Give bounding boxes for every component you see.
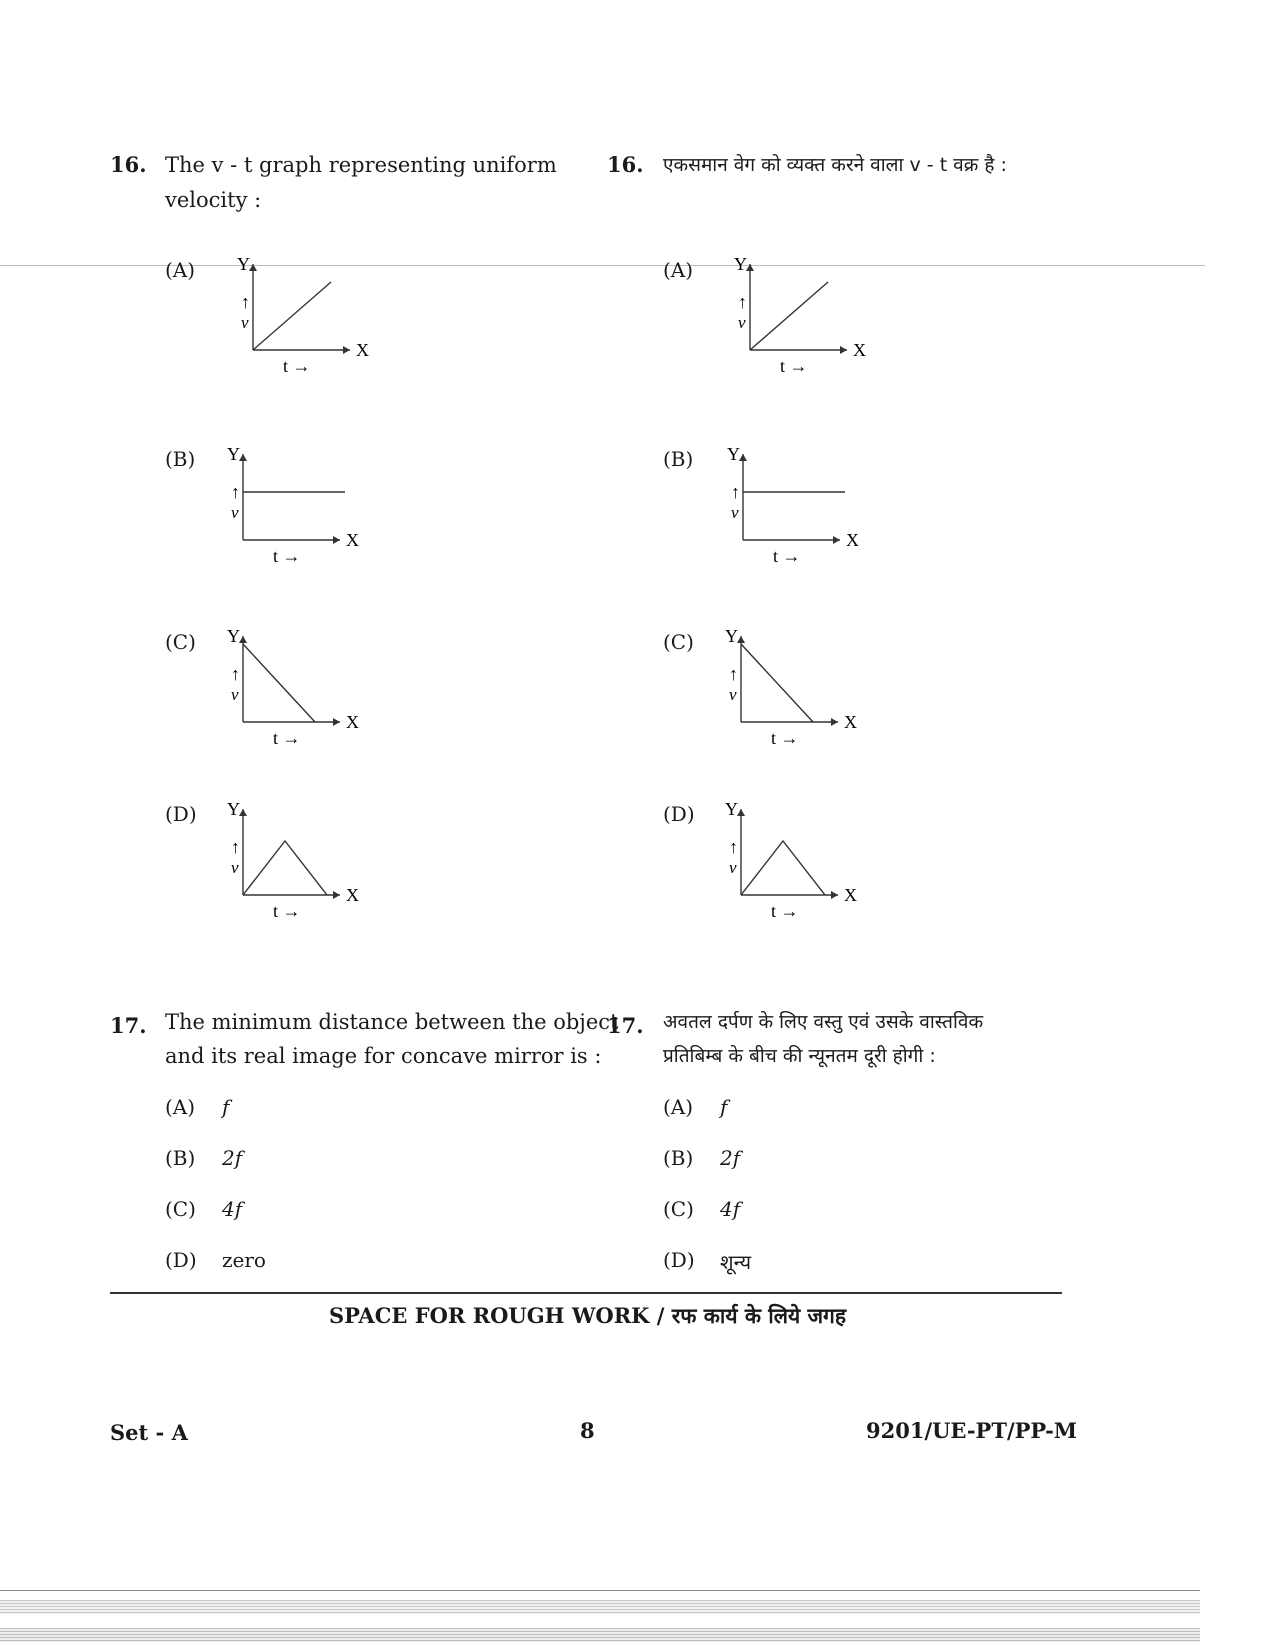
- q16-en-graph-c: [215, 622, 359, 748]
- q17-text-hi-line1: अवतल दर्पण के लिए वस्तु एवं उसके वास्तविक: [663, 1011, 984, 1033]
- q16-hi-graph-a: [722, 250, 866, 376]
- v-arrow: ↑: [731, 482, 740, 502]
- y-axis-label: Y: [725, 626, 738, 646]
- rough-work-heading: SPACE FOR ROUGH WORK / रफ कार्य के लिये जगह: [328, 1303, 847, 1328]
- q17-text-hi-line2: प्रतिबिम्ब के बीच की न्यूनतम दूरी होगी :: [663, 1045, 936, 1067]
- t-label: t →: [283, 356, 311, 376]
- q16-en-option-c-label: (C): [165, 630, 196, 654]
- x-axis-label: X: [346, 712, 359, 732]
- x-axis-label: X: [844, 712, 857, 732]
- y-axis-arrowhead: [239, 636, 247, 643]
- x-axis-arrowhead: [831, 718, 838, 726]
- q16-en-graph-d: [215, 795, 359, 921]
- footer-code: 9201/UE-PT/PP-M: [866, 1418, 1078, 1443]
- q17-en-option-d-text: zero: [222, 1248, 266, 1272]
- q17-number-en: 17.: [110, 1013, 147, 1038]
- y-axis-arrowhead: [737, 809, 745, 816]
- v-label: v: [231, 685, 239, 704]
- q17-hi-option-a-label: (A): [663, 1095, 694, 1119]
- q17-hi-option-d-text: शून्य: [720, 1250, 752, 1274]
- y-axis-arrowhead: [249, 264, 257, 271]
- t-label: t →: [273, 901, 301, 921]
- v-label: v: [729, 858, 737, 877]
- v-label: v: [231, 503, 239, 522]
- v-label: v: [731, 503, 739, 522]
- q16-en-option-a-label: (A): [165, 258, 196, 282]
- q16-hi-graph-d: [713, 795, 857, 921]
- y-axis-arrowhead: [239, 809, 247, 816]
- q17-en-option-d-label: (D): [165, 1248, 197, 1272]
- y-axis-arrowhead: [739, 454, 747, 461]
- q16-en-graph-a: [225, 250, 369, 376]
- x-axis-label: X: [844, 885, 857, 905]
- q16-en-option-b-label: (B): [165, 447, 196, 471]
- scan-band-3: [0, 1628, 1200, 1642]
- footer-page-number: 8: [580, 1418, 595, 1443]
- vt-curve-triangle: [243, 841, 327, 895]
- vt-graph-svg: [215, 440, 359, 566]
- v-label: v: [729, 685, 737, 704]
- v-arrow: ↑: [231, 482, 240, 502]
- vt-curve-increasing-line: [253, 282, 331, 350]
- q16-hi-option-c-label: (C): [663, 630, 694, 654]
- t-label: t →: [773, 546, 801, 566]
- q16-en-option-d-label: (D): [165, 802, 197, 826]
- vt-graph-svg: [722, 250, 866, 376]
- y-axis-label: Y: [237, 254, 250, 274]
- x-axis-arrowhead: [840, 346, 847, 354]
- q16-hi-option-d-label: (D): [663, 802, 695, 826]
- x-axis-arrowhead: [333, 536, 340, 544]
- v-label: v: [738, 313, 746, 332]
- vt-graph-svg: [715, 440, 859, 566]
- q16-hi-option-b-label: (B): [663, 447, 694, 471]
- v-arrow: ↑: [231, 664, 240, 684]
- q16-en-graph-b: [215, 440, 359, 566]
- x-axis-arrowhead: [333, 891, 340, 899]
- q16-text-en-line2: velocity :: [165, 188, 262, 212]
- v-arrow: ↑: [738, 292, 747, 312]
- q17-number-hi: 17.: [607, 1013, 644, 1038]
- q17-en-option-a-text: f: [222, 1095, 230, 1119]
- q17-en-option-c-label: (C): [165, 1197, 196, 1221]
- v-arrow: ↑: [729, 837, 738, 857]
- vt-curve-increasing-line: [750, 282, 828, 350]
- y-axis-label: Y: [227, 626, 240, 646]
- y-axis-label: Y: [227, 799, 240, 819]
- v-label: v: [241, 313, 249, 332]
- q17-en-option-b-label: (B): [165, 1146, 196, 1170]
- q17-hi-option-b-text: 2f: [720, 1146, 741, 1170]
- vt-graph-svg: [713, 795, 857, 921]
- t-label: t →: [273, 546, 301, 566]
- t-label: t →: [273, 728, 301, 748]
- x-axis-arrowhead: [333, 718, 340, 726]
- v-arrow: ↑: [231, 837, 240, 857]
- x-axis-arrowhead: [831, 891, 838, 899]
- q16-hi-graph-b: [715, 440, 859, 566]
- vt-curve-decreasing-line: [741, 644, 813, 722]
- vt-graph-svg: [215, 622, 359, 748]
- q16-hi-graph-c: [713, 622, 857, 748]
- footer-set: Set - A: [110, 1420, 188, 1445]
- v-arrow: ↑: [241, 292, 250, 312]
- rough-work-divider: [110, 1292, 1062, 1294]
- q16-text-en-line1: The v - t graph representing uniform: [165, 153, 557, 177]
- vt-graph-svg: [713, 622, 857, 748]
- q17-hi-option-c-label: (C): [663, 1197, 694, 1221]
- q17-text-en-line1: The minimum distance between the object: [165, 1010, 619, 1034]
- q17-hi-option-a-text: f: [720, 1095, 728, 1119]
- q17-hi-option-b-label: (B): [663, 1146, 694, 1170]
- vt-curve-decreasing-line: [243, 644, 315, 722]
- x-axis-arrowhead: [833, 536, 840, 544]
- v-arrow: ↑: [729, 664, 738, 684]
- q16-hi-option-a-label: (A): [663, 258, 694, 282]
- y-axis-label: Y: [725, 799, 738, 819]
- y-axis-label: Y: [227, 444, 240, 464]
- x-axis-label: X: [346, 530, 359, 550]
- scan-band-2: [0, 1600, 1200, 1614]
- y-axis-label: Y: [734, 254, 747, 274]
- y-axis-arrowhead: [737, 636, 745, 643]
- t-label: t →: [780, 356, 808, 376]
- q16-text-hi: एकसमान वेग को व्यक्त करने वाला v - t वक्र है :: [663, 154, 1007, 176]
- q17-en-option-a-label: (A): [165, 1095, 196, 1119]
- vt-curve-triangle: [741, 841, 825, 895]
- t-label: t →: [771, 901, 799, 921]
- vt-graph-svg: [225, 250, 369, 376]
- q17-hi-option-c-text: 4f: [720, 1197, 741, 1221]
- scan-band-1: [0, 1590, 1200, 1591]
- vt-graph-svg: [215, 795, 359, 921]
- q17-en-option-c-text: 4f: [222, 1197, 243, 1221]
- q17-en-option-b-text: 2f: [222, 1146, 243, 1170]
- y-axis-label: Y: [727, 444, 740, 464]
- v-label: v: [231, 858, 239, 877]
- x-axis-label: X: [346, 885, 359, 905]
- q17-text-en-line2: and its real image for concave mirror is :: [165, 1044, 602, 1068]
- x-axis-arrowhead: [343, 346, 350, 354]
- q17-hi-option-d-label: (D): [663, 1248, 695, 1272]
- t-label: t →: [771, 728, 799, 748]
- x-axis-label: X: [356, 340, 369, 360]
- y-axis-arrowhead: [746, 264, 754, 271]
- q16-number-hi: 16.: [607, 152, 644, 177]
- x-axis-label: X: [853, 340, 866, 360]
- x-axis-label: X: [846, 530, 859, 550]
- y-axis-arrowhead: [239, 454, 247, 461]
- q16-number-en: 16.: [110, 152, 147, 177]
